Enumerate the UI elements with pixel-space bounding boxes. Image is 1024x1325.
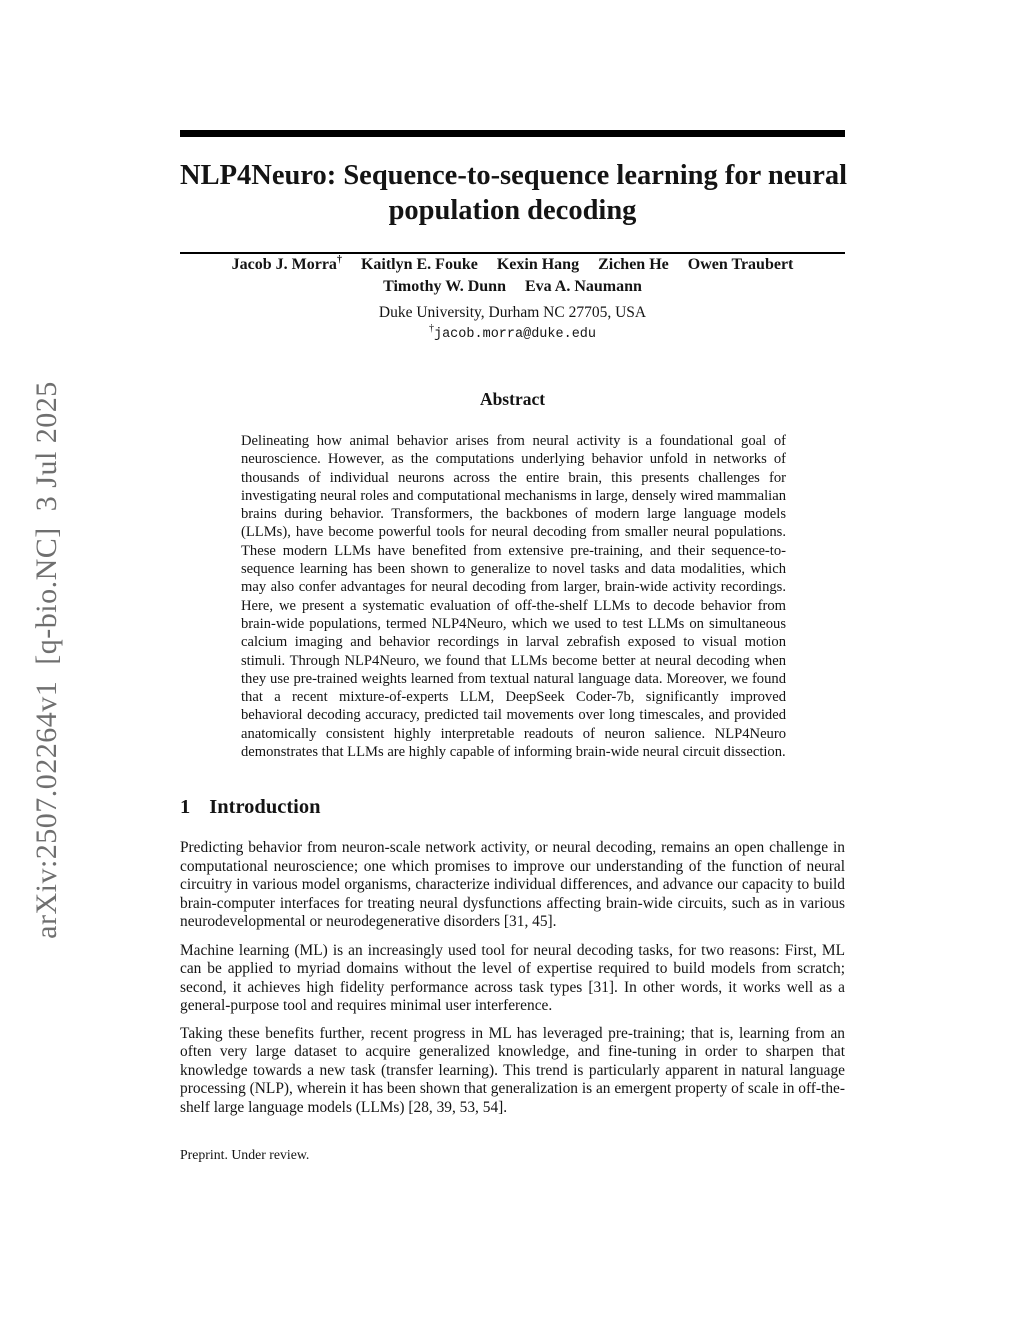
affiliation: Duke University, Durham NC 27705, USA: [378, 304, 647, 321]
author-name: Eva A. Naumann: [524, 278, 642, 295]
author-name: Kexin Hang: [496, 256, 580, 273]
section-heading-introduction: [180, 795, 845, 819]
section-title: Introduction: [209, 796, 321, 819]
author-name: Zichen He: [598, 256, 669, 273]
intro-paragraph-1: Predicting behavior from neuron-scale network activity, or neural decoding, remains an open challenge in computational neuroscience; one which promises to improve our understanding of the function of neural circuitry in various model organisms, characterize individual differences, and advance our capacity to build brain-computer interfaces for treating neural dysfunctions affecting brain-wide circuits, such as in various neurodevelopmental or neurodegenerative disorders [31, 45].: [180, 839, 845, 931]
intro-paragraph-3: Taking these benefits further, recent progress in ML has leveraged pre-training; that is, learning from an often very large dataset to acquire generalized knowledge, and fine-tuning in order to sharpen that knowledge towards a new task (transfer learning). This trend is particularly apparent in natural language processing (NLP), wherein it has been shown that generalization is an emergent property of scale in off-the-shelf large language models (LLMs) [28, 39, 53, 54].: [180, 1024, 845, 1116]
title-rule-top: [180, 130, 845, 137]
author-name: Owen Traubert: [687, 256, 794, 273]
abstract-text: Delineating how animal behavior arises from neural activity is a foundational goal of neuroscience. However, as the computations underlying behavior unfold in networks of thousands of individual neurons across the entire brain, this presents challenges for investigating neural roles and computational mechanisms in large, densely wired mammalian brains during behavior. Transformers, the backbones of modern large language models (LLMs), have become powerful tools for neural decoding from smaller neural populations. These modern LLMs have benefited from extensive pre-training, and their sequence-to-sequence learning has been shown to generalize to novel tasks and data modalities, which may also confer advantages for neural decoding from larger, brain-wide activity recordings. Here, we present a systematic evaluation of off-the-shelf LLMs to decode behavior from brain-wide populations, termed NLP4Neuro, which we used to test LLMs on simultaneous calcium imaging and behavior recordings in larval zebrafish exposed to visual motion stimuli. Through NLP4Neuro, we found that LLMs become better at neural decoding when they use pre-trained weights learned from textual natural language data. Moreover, we found that a recent mixture-of-experts LLM, DeepSeek Coder-7b, significantly improved behavioral decoding accuracy, predicted tail movements over long timescales, and provided anatomically consistent highly interpretable readouts of neuron salience. NLP4Neuro demonstrates that LLMs are highly capable of informing brain-wide neural circuit dissection.: [241, 433, 786, 761]
preprint-note: Preprint. Under review.: [180, 1147, 310, 1163]
arxiv-watermark: arXiv:2507.02264v1 [q-bio.NC] 3 Jul 2025: [30, 381, 63, 939]
author-name: Kaitlyn E. Fouke: [360, 256, 478, 273]
section-number: 1: [180, 796, 191, 819]
title-line-1: NLP4Neuro: Sequence-to-sequence learning for neural: [180, 160, 848, 191]
dagger-mark: †: [428, 323, 434, 334]
author-name: Jacob J. Morra†: [231, 254, 342, 273]
author-dagger: †: [336, 254, 342, 266]
authors-row-2: [180, 276, 845, 298]
paper-title: [180, 158, 848, 228]
abstract-heading: Abstract: [479, 389, 546, 409]
authors-row-1: [180, 254, 845, 276]
author-name: Timothy W. Dunn: [383, 278, 506, 295]
paper-content: [180, 0, 848, 1163]
email-line: [180, 324, 845, 344]
intro-paragraph-2: Machine learning (ML) is an increasingly used tool for neural decoding tasks, for two reasons: First, ML can be applied to myriad domains without the level of expertise required to build models from scratch; second, it achieves high fidelity performance across task types [31]. In other words, it works well as a general-purpose tool and requires minimal user interference.: [180, 941, 845, 1015]
email-address: jacob.morra@duke.edu: [433, 327, 597, 342]
title-line-2: population decoding: [388, 195, 637, 226]
